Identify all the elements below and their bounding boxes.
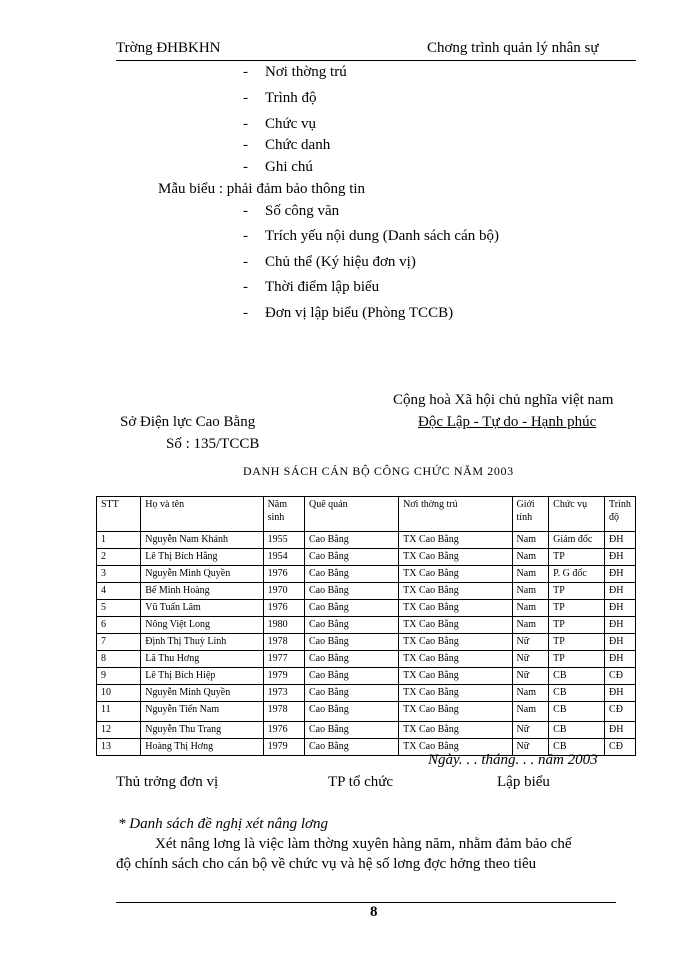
table-cell: Cao Bằng xyxy=(305,583,399,600)
field-item: - Ghi chú xyxy=(243,159,313,175)
table-cell: Cao Bằng xyxy=(305,600,399,617)
table-cell: Nữ xyxy=(512,651,549,668)
table-row xyxy=(97,722,636,739)
table-header-row xyxy=(97,497,636,532)
table-cell: Hoàng Thị Hơng xyxy=(141,739,263,756)
table-row xyxy=(97,651,636,668)
table-cell: TP xyxy=(549,617,605,634)
table-cell: Nguyễn Minh Quyền xyxy=(141,566,263,583)
table-cell: 4 xyxy=(97,583,141,600)
table-cell: Cao Bằng xyxy=(305,668,399,685)
table-cell: Vũ Tuấn Lâm xyxy=(141,600,263,617)
form-item: - Số công văn xyxy=(243,203,340,219)
table-cell: 7 xyxy=(97,634,141,651)
table-cell: Nông Việt Long xyxy=(141,617,263,634)
form-item: - Đơn vị lập biểu (Phòng TCCB) xyxy=(243,305,454,321)
table-row xyxy=(97,532,636,549)
table-cell: Cao Bằng xyxy=(305,702,399,722)
header-cell: Năm sinh xyxy=(263,497,304,532)
table-cell: CĐ xyxy=(605,668,636,685)
table-cell: TX Cao Bằng xyxy=(399,685,512,702)
table-cell: TX Cao Bằng xyxy=(399,532,512,549)
table-cell: Nam xyxy=(512,549,549,566)
table-cell: Giám đốc xyxy=(549,532,605,549)
table-cell: TP xyxy=(549,651,605,668)
table-cell: ĐH xyxy=(605,634,636,651)
table-cell: Nguyễn Thu Trang xyxy=(141,722,263,739)
table-cell: TX Cao Bằng xyxy=(399,668,512,685)
header-cell: Quê quán xyxy=(305,497,399,532)
table-cell: ĐH xyxy=(605,685,636,702)
table-cell: CB xyxy=(549,685,605,702)
table-cell: Cao Bằng xyxy=(305,651,399,668)
table-cell: 1978 xyxy=(263,634,304,651)
table-cell: 1 xyxy=(97,532,141,549)
footer-rule xyxy=(116,902,616,903)
table-cell: 1976 xyxy=(263,722,304,739)
motto: Độc Lập - Tự do - Hạnh phúc xyxy=(418,414,597,430)
table-cell: Cao Bằng xyxy=(305,634,399,651)
table-cell: Nữ xyxy=(512,634,549,651)
table-row xyxy=(97,617,636,634)
table-cell: CB xyxy=(549,722,605,739)
table-cell: ĐH xyxy=(605,600,636,617)
table-cell: TX Cao Bằng xyxy=(399,702,512,722)
table-cell: 1976 xyxy=(263,600,304,617)
table-cell: 2 xyxy=(97,549,141,566)
signature-hr: TP tổ chức xyxy=(328,774,394,790)
table-cell: 8 xyxy=(97,651,141,668)
table-cell: Nam xyxy=(512,702,549,722)
table-cell: ĐH xyxy=(605,583,636,600)
table-cell: Cao Bằng xyxy=(305,722,399,739)
form-item: - Chủ thể (Ký hiệu đơn vị) xyxy=(243,254,416,270)
table-cell: TX Cao Bằng xyxy=(399,566,512,583)
table-cell: Nguyễn Minh Quyền xyxy=(141,685,263,702)
field-item: - Trình độ xyxy=(243,90,317,106)
table-cell: TP xyxy=(549,549,605,566)
table-cell: Cao Bằng xyxy=(305,566,399,583)
table-cell: 11 xyxy=(97,702,141,722)
table-cell: 6 xyxy=(97,617,141,634)
staff-table xyxy=(96,496,636,756)
table-cell: Cao Bằng xyxy=(305,617,399,634)
signature-head: Thủ trởng đơn vị xyxy=(116,774,219,790)
table-cell: ĐH xyxy=(605,617,636,634)
header-rule xyxy=(116,60,636,61)
table-cell: 1978 xyxy=(263,702,304,722)
table-cell: Nguyễn Tiến Nam xyxy=(141,702,263,722)
table-cell: P. G đốc xyxy=(549,566,605,583)
form-item: - Thời điểm lập biểu xyxy=(243,279,380,295)
header-cell: Giới tính xyxy=(512,497,549,532)
document-number: Số : 135/TCCB xyxy=(166,436,260,452)
header-right: Chơng trình quản lý nhân sự xyxy=(427,40,599,56)
table-cell: Nam xyxy=(512,566,549,583)
table-cell: TX Cao Bằng xyxy=(399,617,512,634)
page-number: 8 xyxy=(370,904,378,920)
table-cell: 1976 xyxy=(263,566,304,583)
form-item: - Trích yếu nội dung (Danh sách cán bộ) xyxy=(243,228,499,244)
table-cell: Nam xyxy=(512,685,549,702)
table-cell: Lê Thị Bích Hằng xyxy=(141,549,263,566)
table-cell: 1973 xyxy=(263,685,304,702)
table-cell: 1979 xyxy=(263,739,304,756)
table-cell: TP xyxy=(549,634,605,651)
paragraph-line: Xét nâng lơng là việc làm thờng xuyên hàng năm, nhằm đảm bảo chế xyxy=(155,836,572,852)
table-row xyxy=(97,600,636,617)
header-cell: STT xyxy=(97,497,141,532)
table-cell: Nguyễn Nam Khánh xyxy=(141,532,263,549)
table-row xyxy=(97,634,636,651)
table-cell: Nam xyxy=(512,532,549,549)
table-cell: ĐH xyxy=(605,532,636,549)
table-cell: CĐ xyxy=(605,702,636,722)
table-cell: 1954 xyxy=(263,549,304,566)
section-title: * Danh sách đề nghị xét nâng lơng xyxy=(118,816,329,832)
header-cell: Nơi thờng trú xyxy=(399,497,512,532)
date-line: Ngày. . . tháng. . . năm 2003 xyxy=(428,752,598,768)
table-cell: 10 xyxy=(97,685,141,702)
header-cell: Chức vụ xyxy=(549,497,605,532)
table-cell: TX Cao Bằng xyxy=(399,600,512,617)
republic-title: Cộng hoà Xã hội chủ nghĩa việt nam xyxy=(393,392,614,408)
table-cell: 1955 xyxy=(263,532,304,549)
signature-maker: Lập biểu xyxy=(497,774,550,790)
table-cell: Nam xyxy=(512,583,549,600)
table-cell: 1979 xyxy=(263,668,304,685)
table-cell: Nam xyxy=(512,600,549,617)
table-cell: TP xyxy=(549,600,605,617)
table-cell: TX Cao Bằng xyxy=(399,583,512,600)
table-cell: TX Cao Bằng xyxy=(399,722,512,739)
table-row xyxy=(97,583,636,600)
table-cell: CB xyxy=(549,702,605,722)
table-cell: Cao Bằng xyxy=(305,739,399,756)
table-cell: TX Cao Bằng xyxy=(399,739,512,756)
table-cell: TX Cao Bằng xyxy=(399,549,512,566)
field-item: - Nơi thờng trú xyxy=(243,64,347,80)
table-cell: Cao Bằng xyxy=(305,685,399,702)
table-cell: 5 xyxy=(97,600,141,617)
table-cell: Nam xyxy=(512,617,549,634)
paragraph-line: độ chính sách cho cán bộ về chức vụ và hệ số lơng đợc hởng theo tiêu xyxy=(116,856,537,872)
form-label: Mẫu biểu : phải đảm bảo thông tin xyxy=(158,181,366,197)
table-row xyxy=(97,702,636,722)
table-cell: 1977 xyxy=(263,651,304,668)
table-cell: ĐH xyxy=(605,651,636,668)
field-item: - Chức danh xyxy=(243,137,331,153)
table-row xyxy=(97,685,636,702)
table-cell: 1980 xyxy=(263,617,304,634)
table-cell: Nữ xyxy=(512,668,549,685)
table-cell: Bế Minh Hoàng xyxy=(141,583,263,600)
table-cell: CB xyxy=(549,668,605,685)
header-cell: Họ và tên xyxy=(141,497,263,532)
table-cell: Nữ xyxy=(512,739,549,756)
table-cell: ĐH xyxy=(605,566,636,583)
table-cell: 12 xyxy=(97,722,141,739)
table-cell: ĐH xyxy=(605,549,636,566)
table-row xyxy=(97,668,636,685)
table-cell: ĐH xyxy=(605,722,636,739)
header-cell: Trình độ xyxy=(605,497,636,532)
table-cell: Lê Thị Bích Hiệp xyxy=(141,668,263,685)
table-cell: 3 xyxy=(97,566,141,583)
table-cell: 1970 xyxy=(263,583,304,600)
table-title: DANH SÁCH CÁN BỘ CÔNG CHỨC NĂM 2003 xyxy=(243,464,514,478)
header-left: Trờng ĐHBKHN xyxy=(116,40,221,56)
table-cell: TX Cao Bằng xyxy=(399,651,512,668)
table-cell: Cao Bằng xyxy=(305,549,399,566)
table-cell: TX Cao Bằng xyxy=(399,634,512,651)
organization-name: Sở Điện lực Cao Bằng xyxy=(120,414,256,430)
table-cell: Định Thị Thuỳ Linh xyxy=(141,634,263,651)
table-row xyxy=(97,566,636,583)
table-row xyxy=(97,549,636,566)
table-cell: 13 xyxy=(97,739,141,756)
table-cell: 9 xyxy=(97,668,141,685)
table-cell: CĐ xyxy=(605,739,636,756)
field-item: - Chức vụ xyxy=(243,116,317,132)
table-cell: TP xyxy=(549,583,605,600)
table-cell: Nữ xyxy=(512,722,549,739)
table-cell: Lã Thu Hơng xyxy=(141,651,263,668)
table-cell: CB xyxy=(549,739,605,756)
table-cell: Cao Bằng xyxy=(305,532,399,549)
